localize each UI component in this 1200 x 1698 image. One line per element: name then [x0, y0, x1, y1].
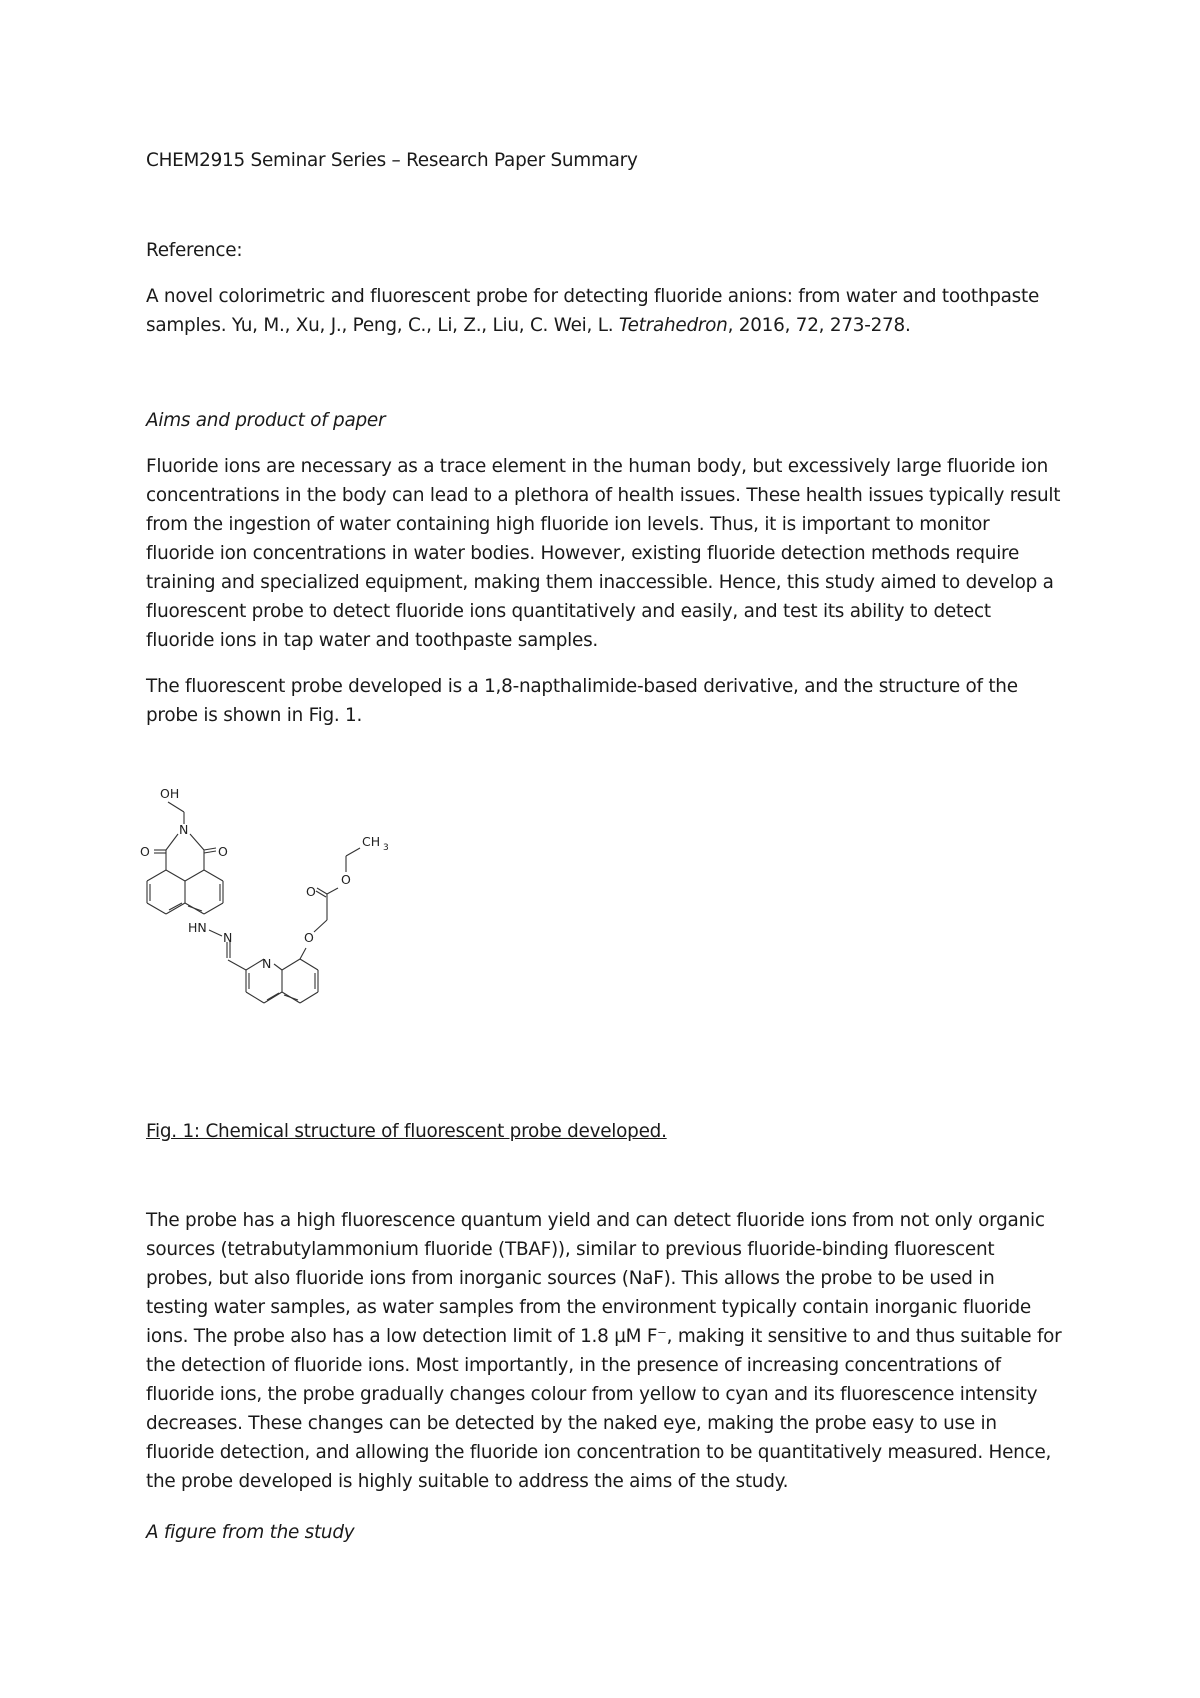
document-header: CHEM2915 Seminar Series – Research Paper Summary [146, 150, 638, 171]
paragraph-line: sources (tetrabutylammonium fluoride (TBAF)), similar to previous fluoride-binding fluorescent [146, 1239, 995, 1260]
paragraph-line: fluoride ions, the probe gradually changes colour from yellow to cyan and its fluorescence intensity [146, 1384, 1038, 1405]
atom-label: 3 [383, 843, 389, 853]
paragraph-line: the probe developed is highly suitable to address the aims of the study. [146, 1471, 789, 1492]
reference-citation: , 2016, 72, 273-278. [727, 315, 911, 336]
atom-label: N [223, 930, 233, 945]
paragraph-line: concentrations in the body can lead to a plethora of health issues. These health issues typically result [146, 485, 1061, 506]
reference-label: Reference: [146, 240, 243, 261]
paragraph-line: fluoride detection, and allowing the fluoride ion concentration to be quantitatively measured. Hence, [146, 1442, 1052, 1463]
chemical-structure-figure [136, 780, 456, 1100]
atom-label: N [262, 956, 272, 971]
paragraph-line: fluoride ion concentrations in water bodies. However, existing fluoride detection methods require [146, 543, 1020, 564]
paragraph-line: Fluoride ions are necessary as a trace element in the human body, but excessively large fluoride ion [146, 456, 1049, 477]
paragraph-line: The fluorescent probe developed is a 1,8-napthalimide-based derivative, and the structure of the [146, 676, 1018, 697]
paragraph-line: The probe has a high fluorescence quantum yield and can detect fluoride ions from not only organic [146, 1210, 1045, 1231]
reference-authors: samples. Yu, M., Xu, J., Peng, C., Li, Z., Liu, C. Wei, L. [146, 315, 619, 336]
atom-label: O [218, 844, 228, 859]
atom-label: O [306, 884, 316, 899]
atom-label: CH [362, 834, 381, 849]
figure-caption: Fig. 1: Chemical structure of fluorescent probe developed. [146, 1121, 667, 1142]
atom-label: OH [160, 786, 180, 801]
atom-label: O [304, 930, 314, 945]
journal-name: Tetrahedron [618, 315, 728, 336]
paragraph-line: probes, but also fluoride ions from inorganic sources (NaF). This allows the probe to be used in [146, 1268, 995, 1289]
paragraph-line: fluoride ions in tap water and toothpaste samples. [146, 630, 599, 651]
paragraph-line: probe is shown in Fig. 1. [146, 705, 363, 726]
paragraph-line: testing water samples, as water samples from the environment typically contain inorganic fluoride [146, 1297, 1031, 1318]
reference-line-2 [146, 311, 911, 340]
atom-label: O [140, 844, 150, 859]
paragraph-line: ions. The probe also has a low detection limit of 1.8 µM F⁻, making it sensitive to and thus suitable for [146, 1326, 1062, 1347]
paragraph-line: fluorescent probe to detect fluoride ions quantitatively and easily, and test its ability to detect [146, 601, 991, 622]
atom-label: HN [188, 920, 207, 935]
paragraph-line: training and specialized equipment, making them inaccessible. Hence, this study aimed to develop a [146, 572, 1054, 593]
atom-label: N [179, 822, 189, 837]
atom-label: O [341, 872, 351, 887]
reference-line-1: A novel colorimetric and fluorescent probe for detecting fluoride anions: from water and toothpaste [146, 286, 1040, 307]
section-heading-figure: A figure from the study [146, 1522, 355, 1543]
paragraph-line: decreases. These changes can be detected by the naked eye, making the probe easy to use in [146, 1413, 997, 1434]
section-heading-aims: Aims and product of paper [146, 410, 386, 431]
paragraph-line: the detection of fluoride ions. Most importantly, in the presence of increasing concentrations of [146, 1355, 1001, 1376]
paragraph-line: from the ingestion of water containing high fluoride ion levels. Thus, it is important to monitor [146, 514, 990, 535]
